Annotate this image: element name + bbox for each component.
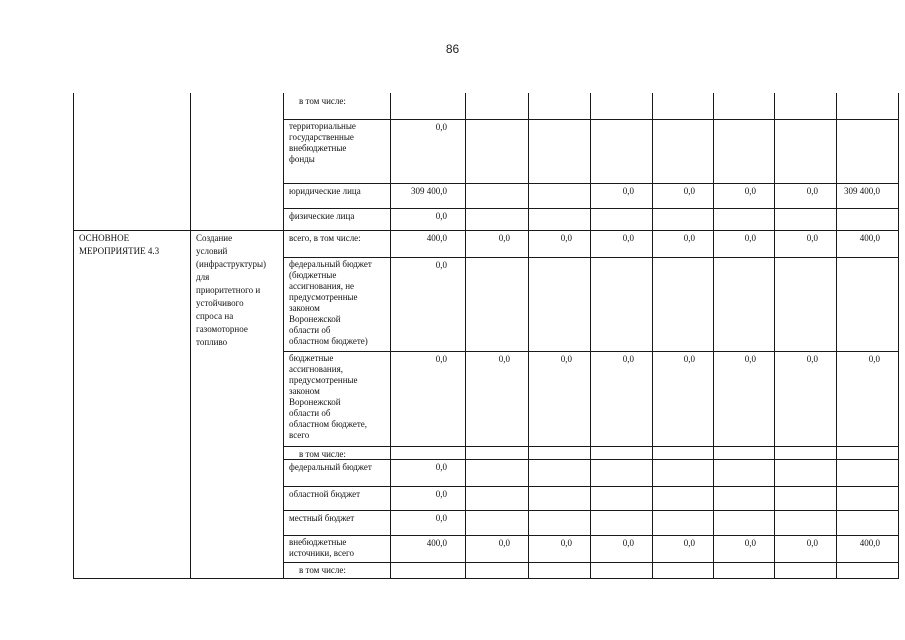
cell-value: 0,0: [683, 186, 695, 196]
table-rule: [283, 119, 899, 120]
cell-value: 0,0: [435, 122, 447, 132]
table-rule: [283, 257, 899, 258]
measure-title: МЕРОПРИЯТИЕ 4.3: [79, 246, 160, 256]
table-rule: [283, 351, 899, 352]
cell-value: 0,0: [498, 354, 510, 364]
table-rule: [190, 93, 191, 578]
table-rule: [465, 93, 466, 578]
row-label: юридические лица: [289, 186, 361, 196]
table-rule: [73, 230, 283, 231]
cell-value: 0,0: [622, 186, 634, 196]
cell-value: 0,0: [683, 354, 695, 364]
table-rule: [283, 459, 899, 460]
cell-value: 0,0: [435, 260, 447, 270]
table-rule: [390, 93, 391, 578]
row-label-line: внебюджетные: [289, 537, 347, 547]
cell-value: 0,0: [806, 186, 818, 196]
cell-value: 0,0: [744, 233, 756, 243]
measure-description: условий: [196, 246, 228, 256]
row-label-line: областном бюджете,: [289, 419, 368, 429]
row-label-line: предусмотренные: [289, 292, 358, 302]
row-label-line: источники, всего: [289, 548, 355, 558]
row-label: в том числе:: [299, 449, 346, 459]
cell-value: 400,0: [426, 538, 447, 548]
cell-value: 0,0: [806, 538, 818, 548]
table-rule: [898, 93, 899, 578]
table-rule: [283, 578, 899, 579]
cell-value: 0,0: [435, 489, 447, 499]
row-label-line: фонды: [289, 154, 315, 164]
cell-value: 309 400,0: [844, 186, 880, 196]
table-rule: [283, 446, 899, 447]
table-rule: [713, 93, 714, 578]
cell-value: 400,0: [859, 538, 880, 548]
row-label-line: области об: [289, 325, 331, 335]
measure-description: (инфраструктуры): [196, 259, 266, 269]
table-rule: [283, 510, 899, 511]
row-label: всего, в том числе:: [289, 233, 361, 243]
measure-description: устойчивого: [196, 298, 244, 308]
cell-value: 0,0: [806, 354, 818, 364]
row-label-line: областном бюджете): [289, 336, 368, 346]
row-label-line: всего: [289, 430, 310, 440]
cell-value: 400,0: [426, 233, 447, 243]
measure-description: спроса на: [196, 311, 234, 321]
page-number: 86: [445, 42, 460, 56]
measure-title: ОСНОВНОЕ: [79, 233, 130, 243]
table-rule: [283, 230, 899, 231]
row-label-line: законом: [289, 386, 320, 396]
cell-value: 0,0: [622, 233, 634, 243]
row-label-line: области об: [289, 408, 331, 418]
row-label-line: территориальные: [289, 121, 356, 131]
row-label-line: законом: [289, 303, 320, 313]
cell-value: 0,0: [744, 538, 756, 548]
cell-value: 0,0: [435, 462, 447, 472]
measure-description: газомоторное: [196, 324, 248, 334]
table-rule: [73, 93, 74, 578]
table-rule: [73, 578, 283, 579]
cell-value: 309 400,0: [411, 186, 447, 196]
cell-value: 400,0: [859, 233, 880, 243]
table-rule: [283, 208, 899, 209]
cell-value: 0,0: [498, 233, 510, 243]
cell-value: 0,0: [560, 538, 572, 548]
row-label-line: Воронежской: [289, 397, 341, 407]
cell-value: 0,0: [683, 538, 695, 548]
cell-value: 0,0: [622, 354, 634, 364]
measure-description: для: [196, 272, 210, 282]
table-rule: [528, 93, 529, 578]
cell-value: 0,0: [868, 354, 880, 364]
row-label: физические лица: [289, 211, 355, 221]
table-rule: [283, 183, 899, 184]
cell-value: 0,0: [560, 354, 572, 364]
cell-value: 0,0: [435, 513, 447, 523]
table-rule: [283, 93, 284, 578]
measure-description: приоритетного и: [196, 285, 261, 295]
cell-value: 0,0: [622, 538, 634, 548]
row-label: федеральный бюджет: [289, 462, 372, 472]
measure-description: Создание: [196, 233, 233, 243]
row-label-line: ассигнования, не: [289, 281, 355, 291]
row-label-line: внебюджетные: [289, 143, 347, 153]
cell-value: 0,0: [498, 538, 510, 548]
table-rule: [652, 93, 653, 578]
row-label-line: предусмотренные: [289, 375, 358, 385]
table-rule: [836, 93, 837, 578]
table-rule: [283, 562, 899, 563]
row-label-line: государственные: [289, 132, 354, 142]
cell-value: 0,0: [744, 354, 756, 364]
row-label-line: Воронежской: [289, 314, 341, 324]
cell-value: 0,0: [560, 233, 572, 243]
row-label-line: федеральный бюджет: [289, 259, 372, 269]
table-rule: [283, 486, 899, 487]
row-label: в том числе:: [299, 96, 346, 106]
table-rule: [283, 535, 899, 536]
cell-value: 0,0: [806, 233, 818, 243]
table-rule: [590, 93, 591, 578]
row-label: местный бюджет: [289, 513, 355, 523]
cell-value: 0,0: [683, 233, 695, 243]
measure-description: топливо: [196, 337, 228, 347]
row-label-line: ассигнования,: [289, 364, 343, 374]
cell-value: 0,0: [435, 211, 447, 221]
row-label: областной бюджет: [289, 489, 361, 499]
cell-value: 0,0: [435, 354, 447, 364]
table-rule: [774, 93, 775, 578]
row-label: в том числе:: [299, 565, 346, 575]
row-label-line: (бюджетные: [289, 270, 337, 280]
row-label-line: бюджетные: [289, 353, 334, 363]
cell-value: 0,0: [744, 186, 756, 196]
